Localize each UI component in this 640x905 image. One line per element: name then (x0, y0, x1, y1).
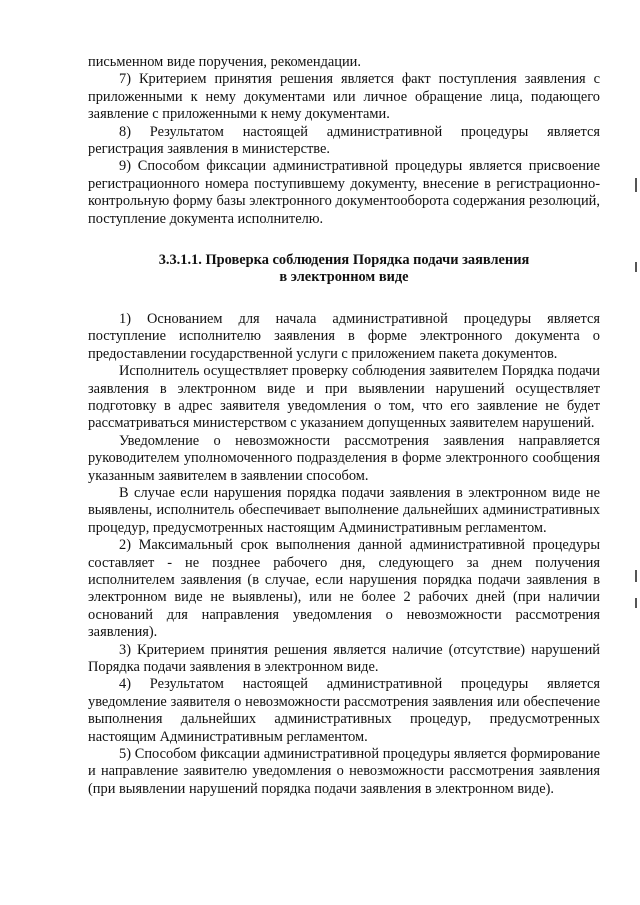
section-heading-line-2: в электронном виде (279, 269, 409, 286)
paragraph-item-5: 5) Способом фиксации административной процедуры является формирование и направление заявителю уведомления о невозможности рассмотрения заявления (при выявлении нарушений порядка подачи заявления в электронном виде). (88, 746, 600, 797)
document-page (88, 54, 600, 798)
scan-edge-mark (635, 570, 637, 582)
paragraph-item-9: 9) Способом фиксации административной процедуры является присвоение регистрационного номера поступившему документу, внесение в регистрационно-контрольную форму базы электронного документооборота содержания резолюций, поступление документа исполнителю. (88, 158, 600, 227)
paragraph-check: Исполнитель осуществляет проверку соблюдения заявителем Порядка подачи заявления в электронном виде и при выявлении нарушений осуществляет подготовку в адрес заявителя уведомления о том, что его заявление не будет рассматриваться министерством с указанием допущенных заявителем нарушений. (88, 363, 600, 432)
paragraph-item-8: 8) Результатом настоящей административной процедуры является регистрация заявления в министерстве. (88, 123, 600, 158)
paragraph-item-1: 1) Основанием для начала административной процедуры является поступление исполнителю заявления в форме электронного документа о предоставлении государственной услуги с приложением пакета документов. (88, 310, 600, 362)
paragraph-item-4: 4) Результатом настоящей административной процедуры является уведомление заявителя о невозможности рассмотрения заявления или обеспечение выполнения дальнейших административных процедур, предусмотренных настоящим Административным регламентом. (88, 676, 600, 745)
section-heading-line-1: 3.3.1.1. Проверка соблюдения Порядка подачи заявления (158, 252, 530, 269)
paragraph-no-violations: В случае если нарушения порядка подачи заявления в электронном виде не выявлены, исполнитель обеспечивает выполнение дальнейших административных процедур, предусмотренных настоящим Административным регламентом. (88, 484, 600, 536)
paragraph-notification: Уведомление о невозможности рассмотрения заявления направляется руководителем уполномоченного подразделения в форме электронного сообщения указанным заявителем в заявлении способом. (88, 432, 600, 484)
scan-edge-mark (635, 598, 637, 608)
paragraph-item-7: 7) Критерием принятия решения является факт поступления заявления с приложенными к нему документами или личное обращение лица, подающего заявление с приложенными к нему документами. (88, 71, 600, 123)
paragraph-item-3: 3) Критерием принятия решения является наличие (отсутствие) нарушений Порядка подачи заявления в электронном виде. (88, 641, 600, 675)
paragraph-continuation: письменном виде поручения, рекомендации. (88, 54, 361, 70)
section-heading (88, 252, 600, 287)
scan-edge-mark (635, 178, 637, 192)
paragraph-item-2: 2) Максимальный срок выполнения данной административной процедуры составляет - не позднее рабочего дня, следующего за днем получения исполнителем заявления (в случае, если нарушения порядка подачи заявления в электронном виде не выявлены), или не более 2 рабочих дней (при наличии оснований для направления уведомления о невозможности рассмотрения заявления). (88, 537, 600, 641)
scan-edge-mark (635, 262, 637, 272)
